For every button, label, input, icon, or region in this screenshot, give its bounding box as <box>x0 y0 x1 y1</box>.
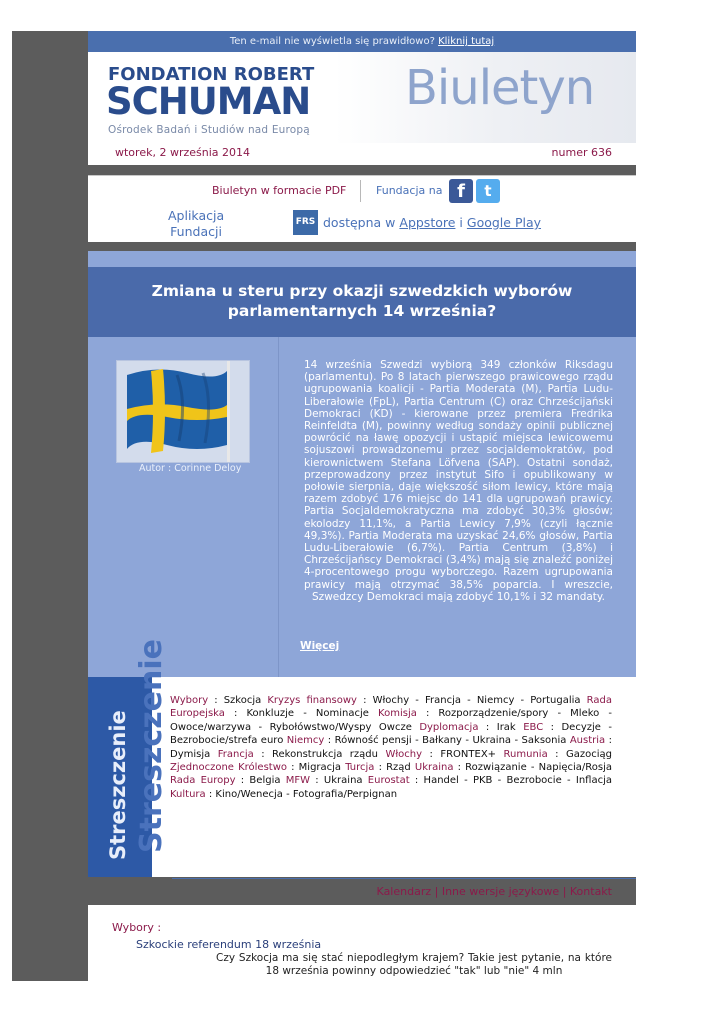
click-here-link[interactable]: Kliknij tutaj <box>438 36 495 47</box>
footer-links[interactable]: Kalendarz | Inne wersje językowe | Kontakt <box>376 885 612 898</box>
issue-date: wtorek, 2 września 2014 <box>115 146 250 159</box>
summary-topic-text: : Dymisja <box>170 735 612 760</box>
main-article-content <box>88 337 636 677</box>
summary-topic-text: : Konkluzje - Nominacje <box>224 708 379 720</box>
footer-divider <box>172 878 636 879</box>
summary-topic-text: : Rozporządzenie/spory - Mleko - Owoce/warzywa - Rybołówstwo/Wyspy Owcze <box>170 708 612 733</box>
app-label-line1: Aplikacja <box>168 208 225 223</box>
article-headline[interactable]: Szkockie referendum 18 września <box>136 938 322 951</box>
summary-topic-text: : Szkocja <box>208 695 268 706</box>
section-spacer <box>88 251 636 267</box>
summary-topic-link[interactable]: Ukraina <box>414 762 454 774</box>
summary-topic-text: : Równość pensji - Bałkany - Ukraina - Saksonia <box>324 735 570 747</box>
notice-text: Ten e-mail nie wyświetla się prawidłowo? <box>229 36 435 47</box>
summary-topic-link[interactable]: Eurostat <box>367 775 410 787</box>
app-availability <box>323 215 541 230</box>
summary-topic-link[interactable]: Zjednoczone Królestwo <box>170 762 288 774</box>
app-promo <box>88 206 636 242</box>
twitter-icon[interactable]: t <box>476 179 500 203</box>
summary-topic-text: : FRONTEX+ <box>422 748 504 760</box>
summary-topic-link[interactable]: Kryzys finansowy <box>267 695 357 706</box>
swedish-flag-image <box>116 360 250 463</box>
summary-topic-link[interactable]: Wybory <box>170 695 209 706</box>
foundation-on-label: Fundacja na <box>376 184 443 197</box>
summary-topic-text: : Migracja <box>287 762 346 774</box>
summary-topic-text: : Belgia <box>235 775 286 787</box>
summary-topic-text: : Handel - PKB - Bezrobocie - Inflacja <box>409 775 612 787</box>
newsletter-title: Biuletyn <box>405 60 595 116</box>
summary-topic-link[interactable]: MFW <box>285 775 311 787</box>
summary-topic-link[interactable]: Włochy <box>385 748 423 760</box>
header-banner <box>88 52 636 143</box>
summary-tab-label: Streszczenie <box>106 710 130 860</box>
summary-topic-link[interactable]: Niemcy <box>286 735 325 747</box>
app-label <box>168 208 224 240</box>
article-image-pane <box>88 337 279 677</box>
summary-topic-link[interactable]: Turcja <box>345 762 375 774</box>
logo-line-2: SCHUMAN <box>106 80 311 123</box>
summary-topic-link[interactable]: Kultura <box>170 788 206 800</box>
links-bar <box>88 175 636 207</box>
googleplay-link[interactable]: Google Play <box>466 215 542 230</box>
summary-topic-text: : Kino/Wenecja - Fotografia/Perpignan <box>205 788 398 800</box>
top-notice-bar <box>88 31 636 52</box>
summary-tab <box>88 639 169 877</box>
pdf-link[interactable]: Biuletyn w formacie PDF <box>212 184 347 197</box>
article-author: Autor : Corinne Deloy <box>139 463 242 474</box>
summary-topic-text: : Rząd <box>374 762 415 774</box>
divider <box>360 180 361 202</box>
article-body: 14 września Szwedzi wybiorą 349 członków Riksdagu (parlamentu). Po 8 latach pierwszego prawicowego rządu ugrupowania koalicji - Partia Moderata (M), Partia Ludu-Liberałowie (FpL), Partia Centrum (C) oraz Chrześcijański Demokraci (KD) - kierowane przez premiera Fredrika Reinfeldta (M), powinny według sondaży opinii publicznej powrócić na ławę opozycji i ustąpić miejsca lewicowemu sojuszowi prowadzonemu przez socjaldemokratów, pod kierownictwem Stefana Löfvena (SAP). Ostatni sondaż, przeprowadzony przez instytut Sifo i opublikowany w połowie sierpnia, daje większość siłom lewicy, które mają razem zdobyć 176 miejsc do 141 dla ugrupowań prawicy. Partia Socjaldemokratyczna ma zdobyć 30,3% głosów; ekolodzy 11,1%, a Partia Lewicy 7,9% (czyli łącznie 49,3%). Partia Moderata ma uzyskać 24,6% głosów, Partia Ludu-Liberałowie (6,7%). Partia Centrum (3,8%) i Chrześcijańscy Demokraci (3,4%) mają się znaleźć poniżej 4-procentowego progu wyborczego. Razem ugrupowania prawicy mają otrzymać 38,5% poparcia. I wreszcie, Szwedzcy Demokraci mają zdobyć 10,1% i 32 mandaty. <box>304 359 613 603</box>
summary-topic-link[interactable]: Komisja <box>378 708 417 720</box>
frs-app-icon[interactable]: FRS <box>293 210 318 235</box>
summary-topic-link[interactable]: EBC <box>523 721 544 733</box>
read-more-link[interactable]: Więcej <box>300 640 340 652</box>
summary-topic-text: : Decyzje - Bezrobocie/strefa euro <box>170 721 612 747</box>
article-teaser: Czy Szkocja ma się stać niepodległym krajem? Takie jest pytanie, na które 18 września powinny odpowiedzieć "tak" lub "nie" 4 mln <box>216 952 612 977</box>
summary-tab-shadow: Streszczenie <box>134 639 169 853</box>
bottom-section <box>88 905 636 981</box>
section-heading: Wybory : <box>112 921 162 934</box>
swedish-flag-icon <box>117 361 249 462</box>
appstore-link[interactable]: Appstore <box>399 215 456 230</box>
summary-topic-link[interactable]: Austria <box>569 735 606 747</box>
summary-topics <box>170 694 612 801</box>
summary-topic-link[interactable]: Rada Europejska <box>170 695 612 720</box>
app-label-line2: Fundacji <box>170 224 222 239</box>
summary-topic-link[interactable]: Rumunia <box>503 748 548 760</box>
summary-topic-text: : Rozwiązanie - Napięcia/Rosja <box>453 762 613 774</box>
summary-topic-link[interactable]: Francja <box>217 748 254 760</box>
main-article-title[interactable]: Zmiana u steru przy okazji szwedzkich wyborów parlamentarnych 14 września? <box>151 282 573 320</box>
logo-subtitle: Ośrodek Badań i Studiów nad Europą <box>108 124 310 136</box>
summary-topic-text: : Gazociąg <box>547 748 612 760</box>
summary-topic-text: : Włochy - Francja - Niemcy - Portugalia <box>356 695 587 706</box>
summary-topic-text: : Irak <box>478 721 524 733</box>
summary-topic-text: : Rekonstrukcja rządu <box>253 748 386 760</box>
date-bar <box>88 143 636 165</box>
issue-number: numer 636 <box>551 146 612 159</box>
logo-line-1: FONDATION ROBERT <box>108 64 315 85</box>
summary-topic-text: : Ukraina <box>310 775 368 787</box>
main-article-title-box <box>88 267 636 337</box>
summary-topic-link[interactable]: Dyplomacja <box>419 721 479 733</box>
and-text: i <box>459 215 463 230</box>
available-text: dostępna w <box>323 215 396 230</box>
facebook-icon[interactable]: f <box>449 179 473 203</box>
summary-topic-link[interactable]: Rada Europy <box>170 775 236 787</box>
